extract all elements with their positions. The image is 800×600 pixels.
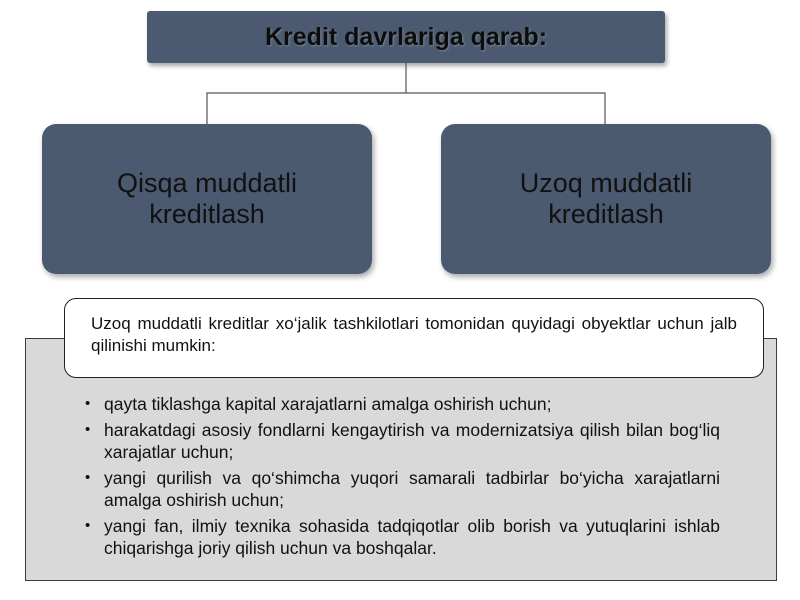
list-item-text: yangi fan, ilmiy texnika sohasida tadqiqotlar olib borish va yutuqlarini ishlab chiqarishga joriy qilish uchun va boshqalar. xyxy=(104,516,720,558)
callout-box xyxy=(64,298,764,378)
bullet-dot: • xyxy=(85,421,91,438)
bullet-dot: • xyxy=(85,469,91,486)
node-long-term-credit xyxy=(441,124,771,274)
node-short-term-label: Qisqa muddatli kreditlash xyxy=(116,167,298,229)
bullet-list xyxy=(84,393,720,563)
node-long-term-label: Uzoq muddatli kreditlash xyxy=(519,167,693,229)
list-item xyxy=(84,419,720,463)
connector-line xyxy=(207,63,605,124)
bullet-dot: • xyxy=(85,517,91,534)
diagram-title-text: Kredit davrlariga qarab: xyxy=(264,22,548,51)
list-item xyxy=(84,467,720,511)
list-item-text: yangi qurilish va qo‘shimcha yuqori samarali tadbirlar bo‘yicha xarajatlarni amalga oshirish uchun; xyxy=(104,468,720,510)
bullet-dot: • xyxy=(85,395,91,412)
callout-text: Uzoq muddatli kreditlar xo‘jalik tashkilotlari tomonidan quyidagi obyektlar uchun jalb qilinishi mumkin: xyxy=(91,314,737,355)
node-short-term-credit xyxy=(42,124,372,274)
list-item xyxy=(84,515,720,559)
list-item-text: qayta tiklashga kapital xarajatlarni amalga oshirish uchun; xyxy=(104,394,552,414)
list-item-text: harakatdagi asosiy fondlarni kengaytirish va modernizatsiya qilish bilan bog‘liq xarajatlar uchun; xyxy=(104,420,720,462)
list-item xyxy=(84,393,720,415)
